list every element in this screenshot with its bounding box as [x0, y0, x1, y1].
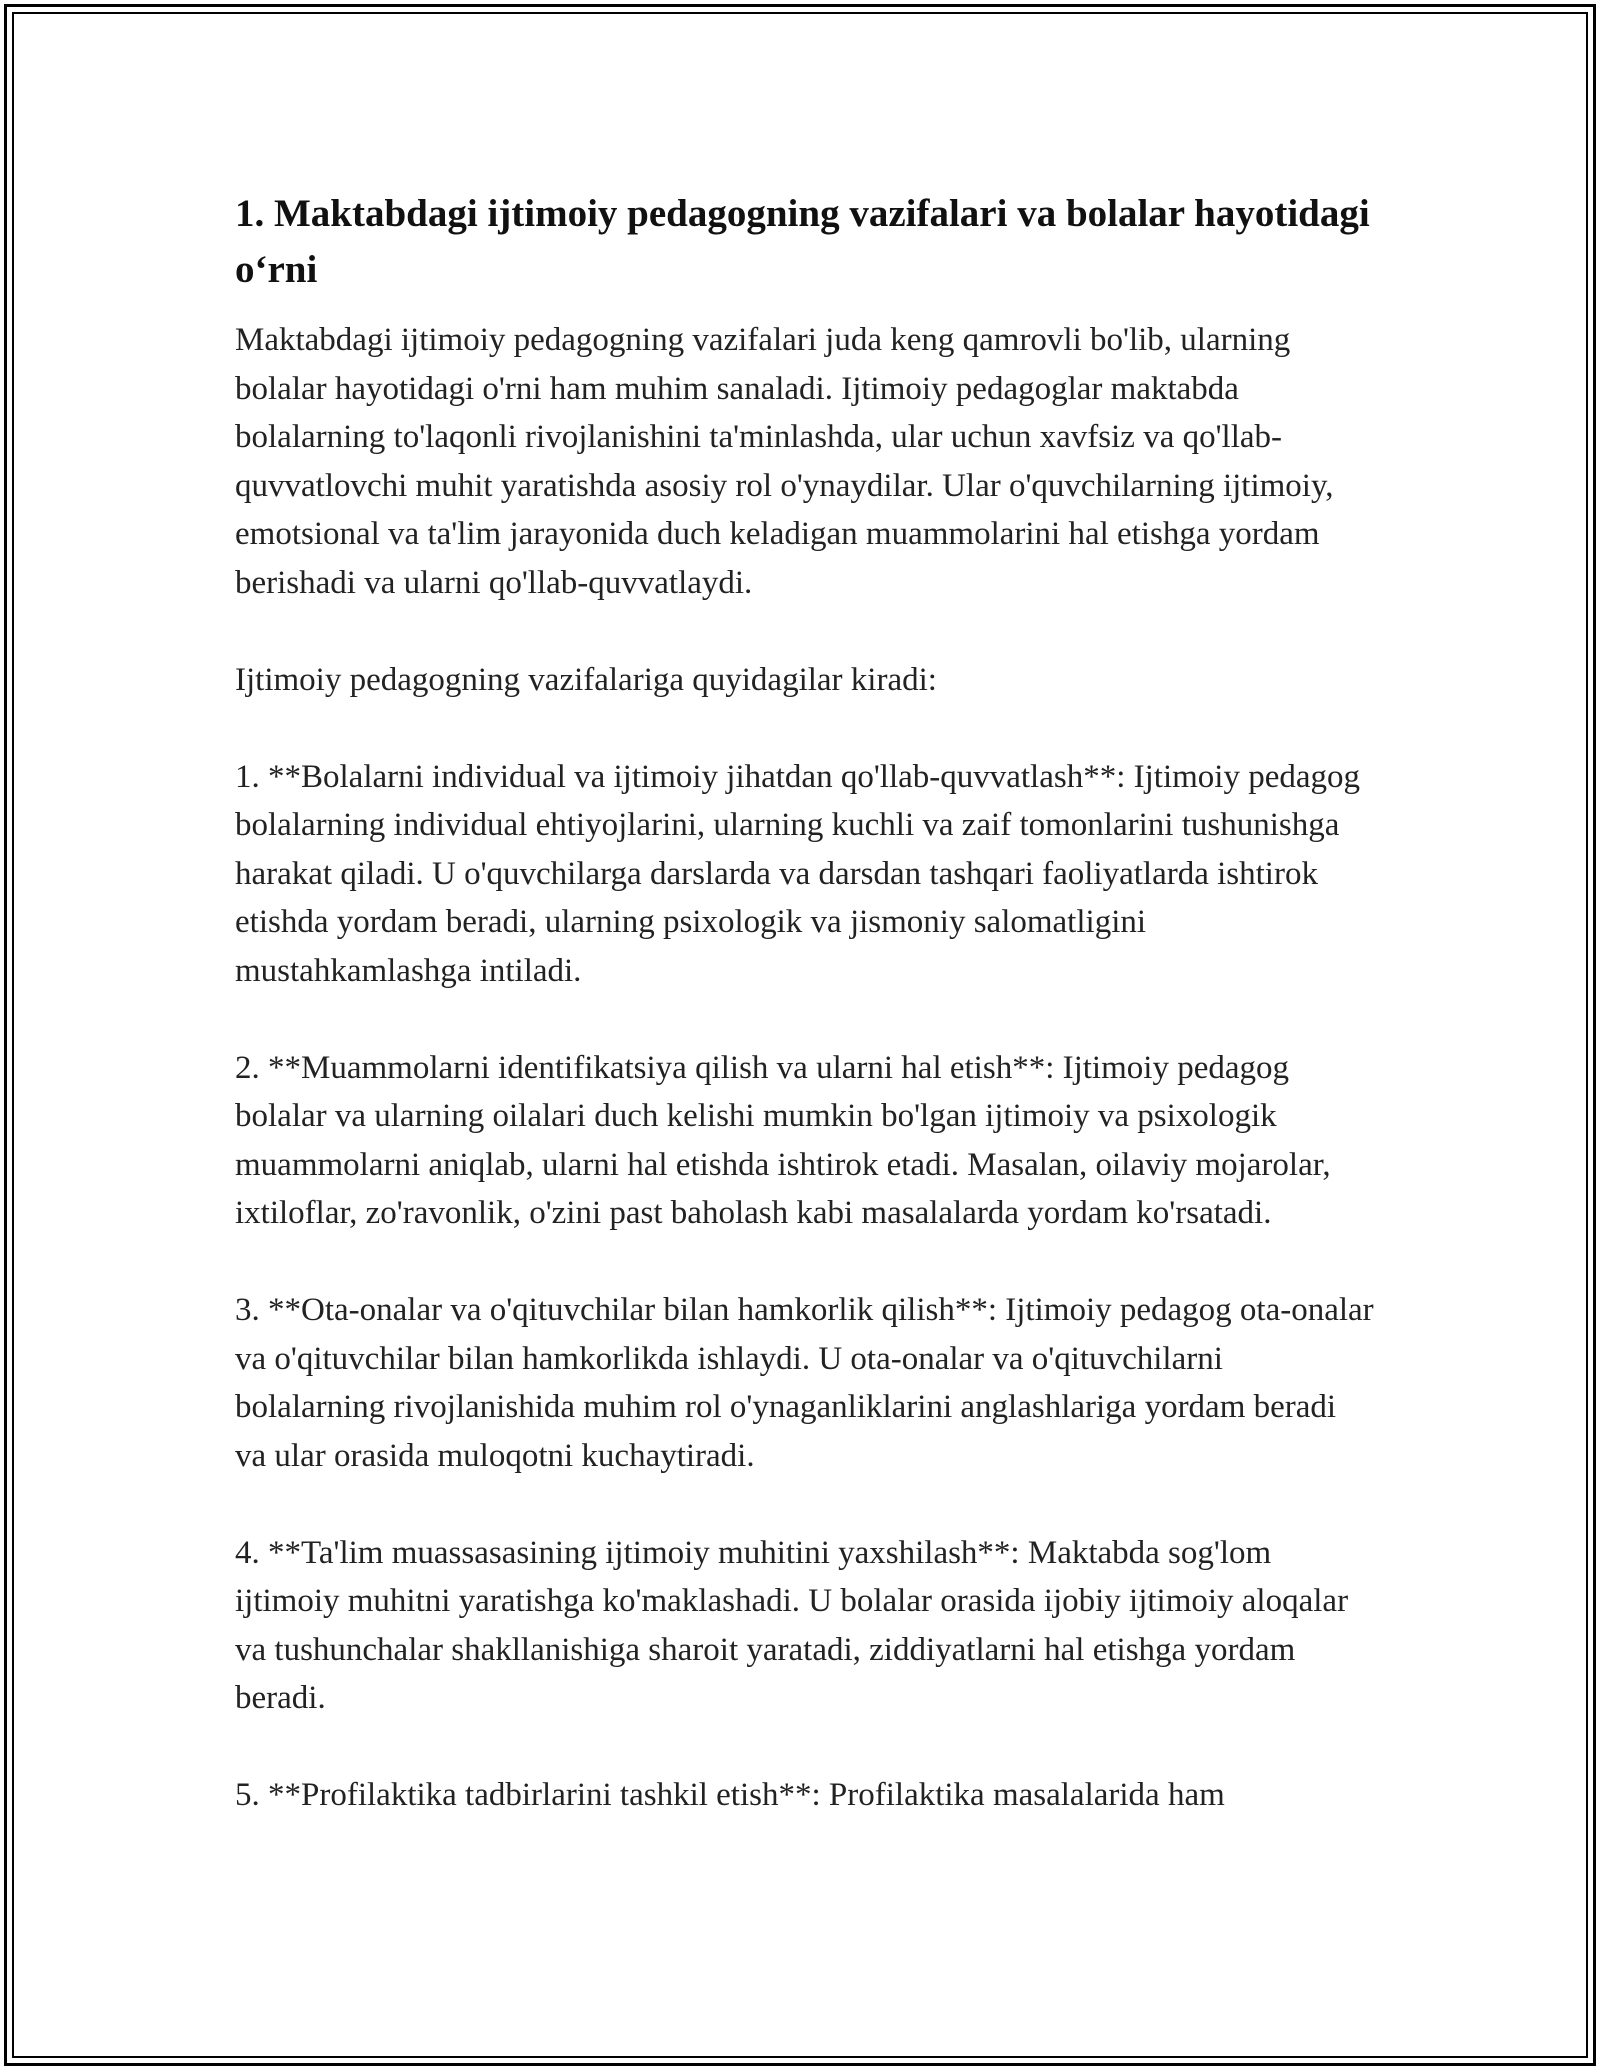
intro-paragraph: Maktabdagi ijtimoiy pedagogning vazifalari juda keng qamrovli bo'lib, ularning bolalar hayotidagi o'rni ham muhim sanaladi. Ijtimoiy pedagoglar maktabda bolalarning to'laqonli rivojlanishini ta'minlashda, ular uchun xavfsiz va qo'llab-quvvatlovchi muhit yaratishda asosiy rol o'ynaydilar. Ular o'quvchilarning ijtimoiy, emotsional va ta'lim jarayonida duch keladigan muammolarini hal etishga yordam berishadi va ularni qo'llab-quvvatlaydi.	[235, 322, 1334, 601]
document-body	[235, 186, 1375, 1868]
document-title: 1. Maktabdagi ijtimoiy pedagogning vazifalari va bolalar hayotidagi o‘rni	[235, 192, 1370, 291]
list-item-4: 4. **Ta'lim muassasasining ijtimoiy muhitini yaxshilash**: Maktabda sog'lom ijtimoiy muhitni yaratishga ko'maklashadi. U bolalar orasida ijobiy ijtimoiy aloqalar va tushunchalar shakllanishiga sharoit yaratadi, ziddiyatlarni hal etishga yordam beradi.	[235, 1534, 1349, 1716]
list-item-5: 5. **Profilaktika tadbirlarini tashkil etish**: Profilaktika masalalarida ham	[235, 1777, 1225, 1813]
list-item-1: 1. **Bolalarni individual va ijtimoiy jihatdan qo'llab-quvvatlash**: Ijtimoiy pedagog bolalarning individual ehtiyojlarini, ularning kuchli va zaif tomonlarini tushunishga harakat qiladi. U o'quvchilarga darslarda va darsdan tashqari faoliyatlarda ishtirok etishda yordam beradi, ularning psixologik va jismoniy salomatligini mustahkamlashga intiladi.	[235, 758, 1361, 989]
list-item-3: 3. **Ota-onalar va o'qituvchilar bilan hamkorlik qilish**: Ijtimoiy pedagog ota-onalar va o'qituvchilar bilan hamkorlikda ishlaydi. U ota-onalar va o'qituvchilarni bolalarning rivojlanishida muhim rol o'ynaganliklarini anglashlariga yordam beradi va ular orasida muloqotni kuchaytiradi.	[235, 1292, 1374, 1474]
list-item-2: 2. **Muammolarni identifikatsiya qilish va ularni hal etish**: Ijtimoiy pedagog bolalar va ularning oilalari duch kelishi mumkin bo'lgan ijtimoiy va psixologik muammolarni aniqlab, ularni hal etishda ishtirok etadi. Masalan, oilaviy mojarolar, ixtiloflar, zo'ravonlik, o'zini past baholash kabi masalalarda yordam ko'rsatadi.	[235, 1049, 1331, 1231]
list-intro-paragraph: Ijtimoiy pedagogning vazifalariga quyidagilar kiradi:	[235, 661, 937, 698]
